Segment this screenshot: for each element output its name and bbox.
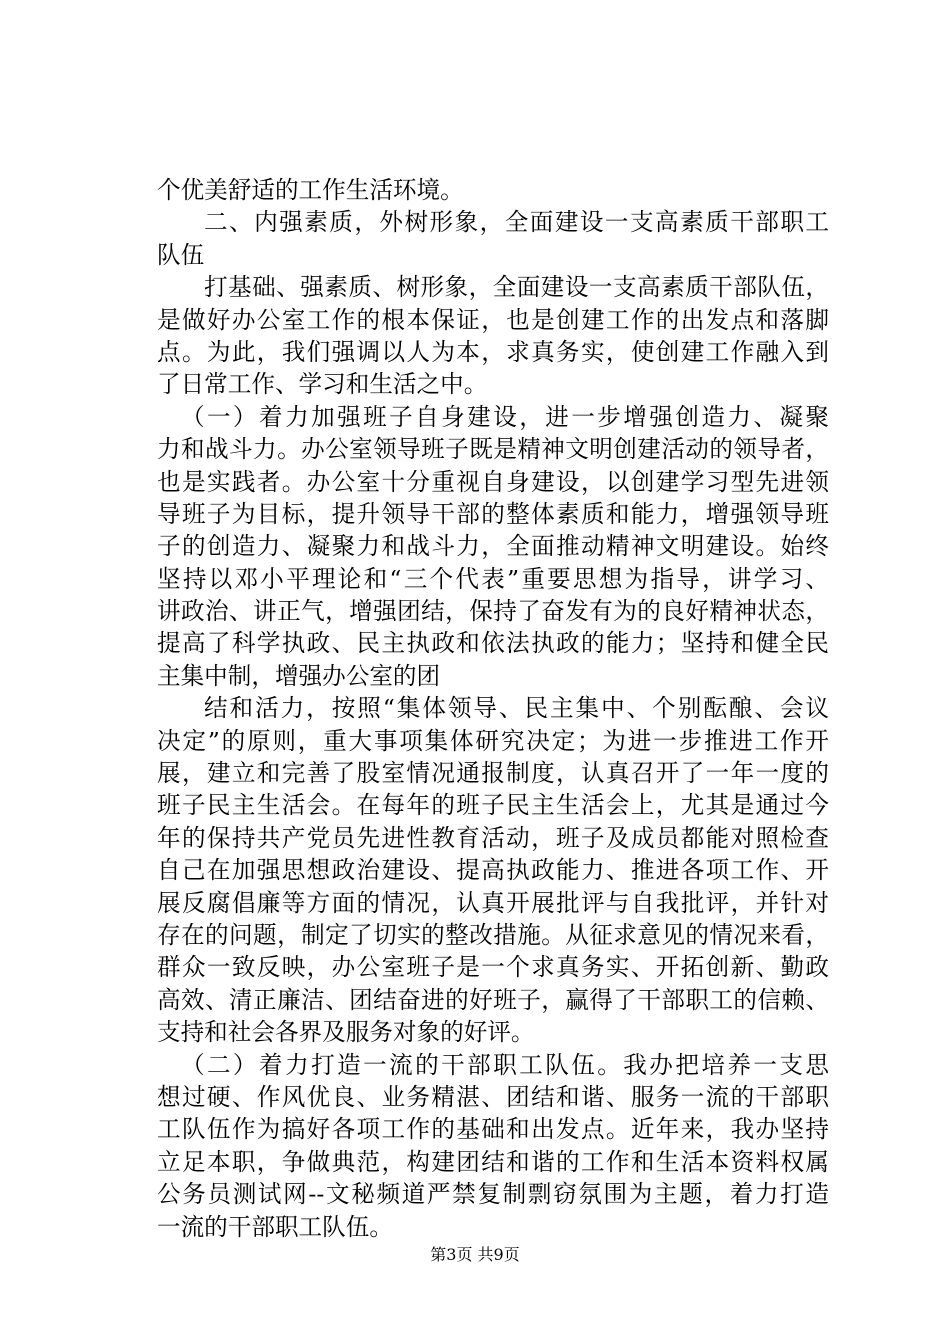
text-line: 想过硬、作风优良、业务精湛、团结和谐、服务一流的干部职 [157, 1082, 829, 1111]
text-line: 展反腐倡廉等方面的情况，认真开展批评与自我批评，并针对 [157, 888, 829, 917]
text-line: 力和战斗力。办公室领导班子既是精神文明创建活动的领导者， [157, 435, 829, 464]
text-line: 决定”的原则，重大事项集体研究决定；为进一步推进工作开 [157, 726, 829, 755]
section-heading: 二、内强素质，外树形象，全面建设一支高素质干部职工 [204, 208, 829, 237]
subsection-line: （一）着力加强班子自身建设，进一步增强创造力、凝聚 [181, 402, 829, 431]
text-line: 个优美舒适的工作生活环境。 [157, 176, 464, 204]
subsection-line: （二）着力打造一流的干部职工队伍。我办把培养一支思 [181, 1050, 829, 1079]
text-line: 讲政治、讲正气，增强团结，保持了奋发有为的良好精神状态， [157, 597, 829, 626]
text-line: 立足本职，争做典范，构建团结和谐的工作和生活本资料权属 [157, 1147, 829, 1176]
page-number-footer: 第3页 共9页 [430, 1245, 520, 1264]
text-line: 支持和社会各界及服务对象的好评。 [157, 1018, 535, 1047]
text-line: 主集中制，增强办公室的团 [157, 661, 441, 690]
document-body [157, 174, 829, 1243]
text-line: 也是实践者。办公室十分重视自身建设，以创建学习型先进领 [157, 467, 829, 496]
text-line: 工队伍作为搞好各项工作的基础和出发点。近年来，我办坚持 [157, 1115, 829, 1144]
text-line: 班子民主生活会。在每年的班子民主生活会上，尤其是通过今 [157, 791, 829, 820]
text-line: 自己在加强思想政治建设、提高执政能力、推进各项工作、开 [157, 856, 829, 885]
text-line: 高效、清正廉洁、团结奋进的好班子，赢得了干部职工的信赖、 [157, 985, 829, 1014]
text-line: 了日常工作、学习和生活之中。 [157, 370, 488, 399]
text-line: 存在的问题，制定了切实的整改措施。从征求意见的情况来看， [157, 920, 829, 949]
text-line: 结和活力，按照“集体领导、民主集中、个别酝酿、会议 [204, 694, 829, 723]
text-line: 提高了科学执政、民主执政和依法执政的能力；坚持和健全民 [157, 629, 829, 658]
text-line: 导班子为目标，提升领导干部的整体素质和能力，增强领导班 [157, 499, 829, 528]
section-heading-continued: 队伍 [157, 240, 205, 269]
text-line: 是做好办公室工作的根本保证，也是创建工作的出发点和落脚 [157, 305, 829, 334]
text-line: 点。为此，我们强调以人为本，求真务实，使创建工作融入到 [157, 337, 829, 366]
text-line: 展，建立和完善了股室情况通报制度，认真召开了一年一度的 [157, 759, 829, 788]
text-line: 打基础、强素质、树形象，全面建设一支高素质干部队伍， [204, 273, 829, 302]
text-line: 一流的干部职工队伍。 [157, 1212, 393, 1241]
text-line: 坚持以邓小平理论和“三个代表”重要思想为指导，讲学习、 [157, 564, 829, 593]
text-line: 子的创造力、凝聚力和战斗力，全面推动精神文明建设。始终 [157, 532, 829, 561]
text-line: 年的保持共产党员先进性教育活动，班子及成员都能对照检查 [157, 823, 829, 852]
text-line: 公务员测试网--文秘频道严禁复制剽窃氛围为主题，着力打造 [157, 1180, 829, 1209]
text-line: 群众一致反映，办公室班子是一个求真务实、开拓创新、勤政 [157, 953, 829, 982]
